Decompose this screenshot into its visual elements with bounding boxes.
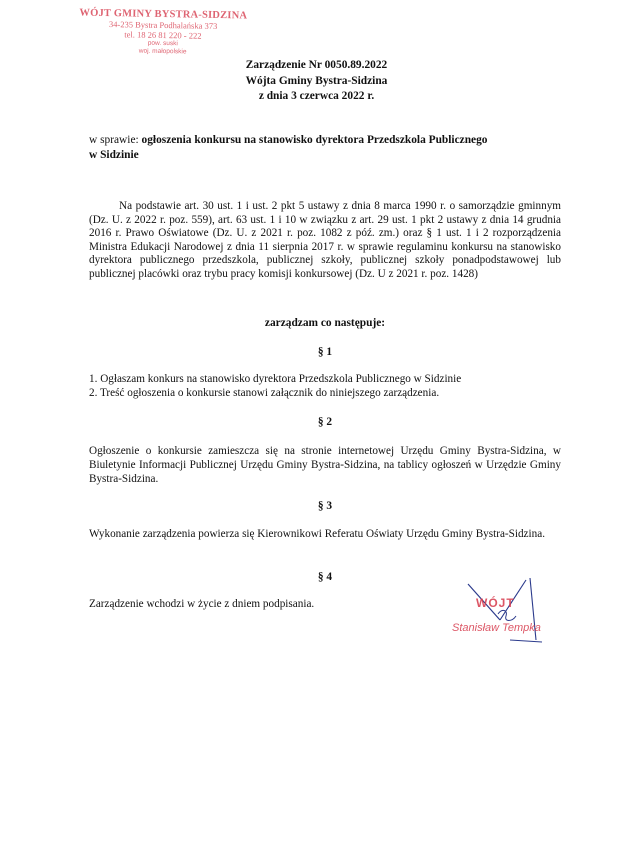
section-1-item-2: 2. Treść ogłoszenia o konkursie stanowi załącznik do niniejszego zarządzenia. — [89, 387, 440, 399]
subject — [89, 133, 549, 163]
section-2-body: Ogłoszenie o konkursie zamieszcza się na stronie internetowej Urzędu Gminy Bystra-Sidzina, w Biuletynie Informacji Publicznej Urzędu Gminy Bystra-Sidzina, na tablicy ogłoszeń w Urzędzie Gminy Bystra-Sidzina. — [89, 445, 561, 485]
stamp-line-3: tel. 18 26 81 220 - 222 — [124, 29, 202, 41]
section-1-mark: § 1 — [317, 346, 333, 358]
signatory-name: Stanisław Tempka — [452, 622, 541, 634]
stamp-line-2: 34-235 Bystra Podhalańska 373 — [108, 19, 218, 31]
subject-title-line2: w Sidzinie — [89, 149, 139, 161]
subject-title-line1: ogłoszenia konkursu na stanowisko dyrektora Przedszkola Publicznego — [141, 134, 488, 146]
stamp-line-4: pow. suski — [147, 39, 178, 48]
section-2-mark: § 2 — [317, 416, 333, 428]
office-stamp — [78, 8, 249, 58]
subject-prefix: w sprawie: — [89, 134, 142, 146]
section-1-body — [89, 372, 561, 400]
document-header — [200, 58, 433, 105]
legal-basis-paragraph: Na podstawie art. 30 ust. 1 i ust. 2 pkt 5 ustawy z dnia 8 marca 1990 r. o samorządzie gminnym (Dz. U. z 2022 r. poz. 559), art. 63 ust. 1 i 10 w związku z art. 29 ust. 1 pkt 2 ustawy z dnia 14 grudnia 2016 r. Prawo Oświatowe (Dz. U. z 2021 r. poz. 1082 z póź. zm.) oraz § 1 ust. 1 i 2 rozporządzenia Ministra Edukacji Narodowej z dnia 11 sierpnia 2017 r. w sprawie regulaminu konkursu na stanowisko dyrektora publicznego przedszkola, publicznej szkoły, publicznej szkoły ponadpodstawowej lub publicznej placówki oraz trybu pracy komisji konkursowej (Dz. U z 2021 r. poz. 1428) — [89, 200, 561, 280]
section-1-item-1: 1. Ogłaszam konkurs na stanowisko dyrektora Przedszkola Publicznego w Sidzinie — [89, 373, 462, 385]
order-number: Zarządzenie Nr 0050.89.2022 — [245, 59, 388, 71]
issue-date: z dnia 3 czerwca 2022 r. — [258, 90, 375, 102]
order-phrase: zarządzam co następuje: — [264, 317, 386, 329]
section-4-body: Zarządzenie wchodzi w życie z dniem podpisania. — [89, 598, 315, 610]
signature-title: WÓJT — [476, 596, 515, 610]
section-3-body: Wykonanie zarządzenia powierza się Kierownikowi Referatu Oświaty Urzędu Gminy Bystra-Sidzina. — [89, 528, 545, 540]
section-3-mark: § 3 — [317, 500, 333, 512]
signature-stamp — [446, 578, 566, 650]
stamp-line-5: woj. małopolskie — [138, 47, 187, 56]
issuer: Wójta Gminy Bystra-Sidzina — [245, 74, 388, 87]
section-4-mark: § 4 — [317, 571, 333, 583]
stamp-line-1: WÓJT GMINY BYSTRA-SIDZINA — [79, 7, 248, 22]
handwritten-signature — [446, 578, 566, 650]
